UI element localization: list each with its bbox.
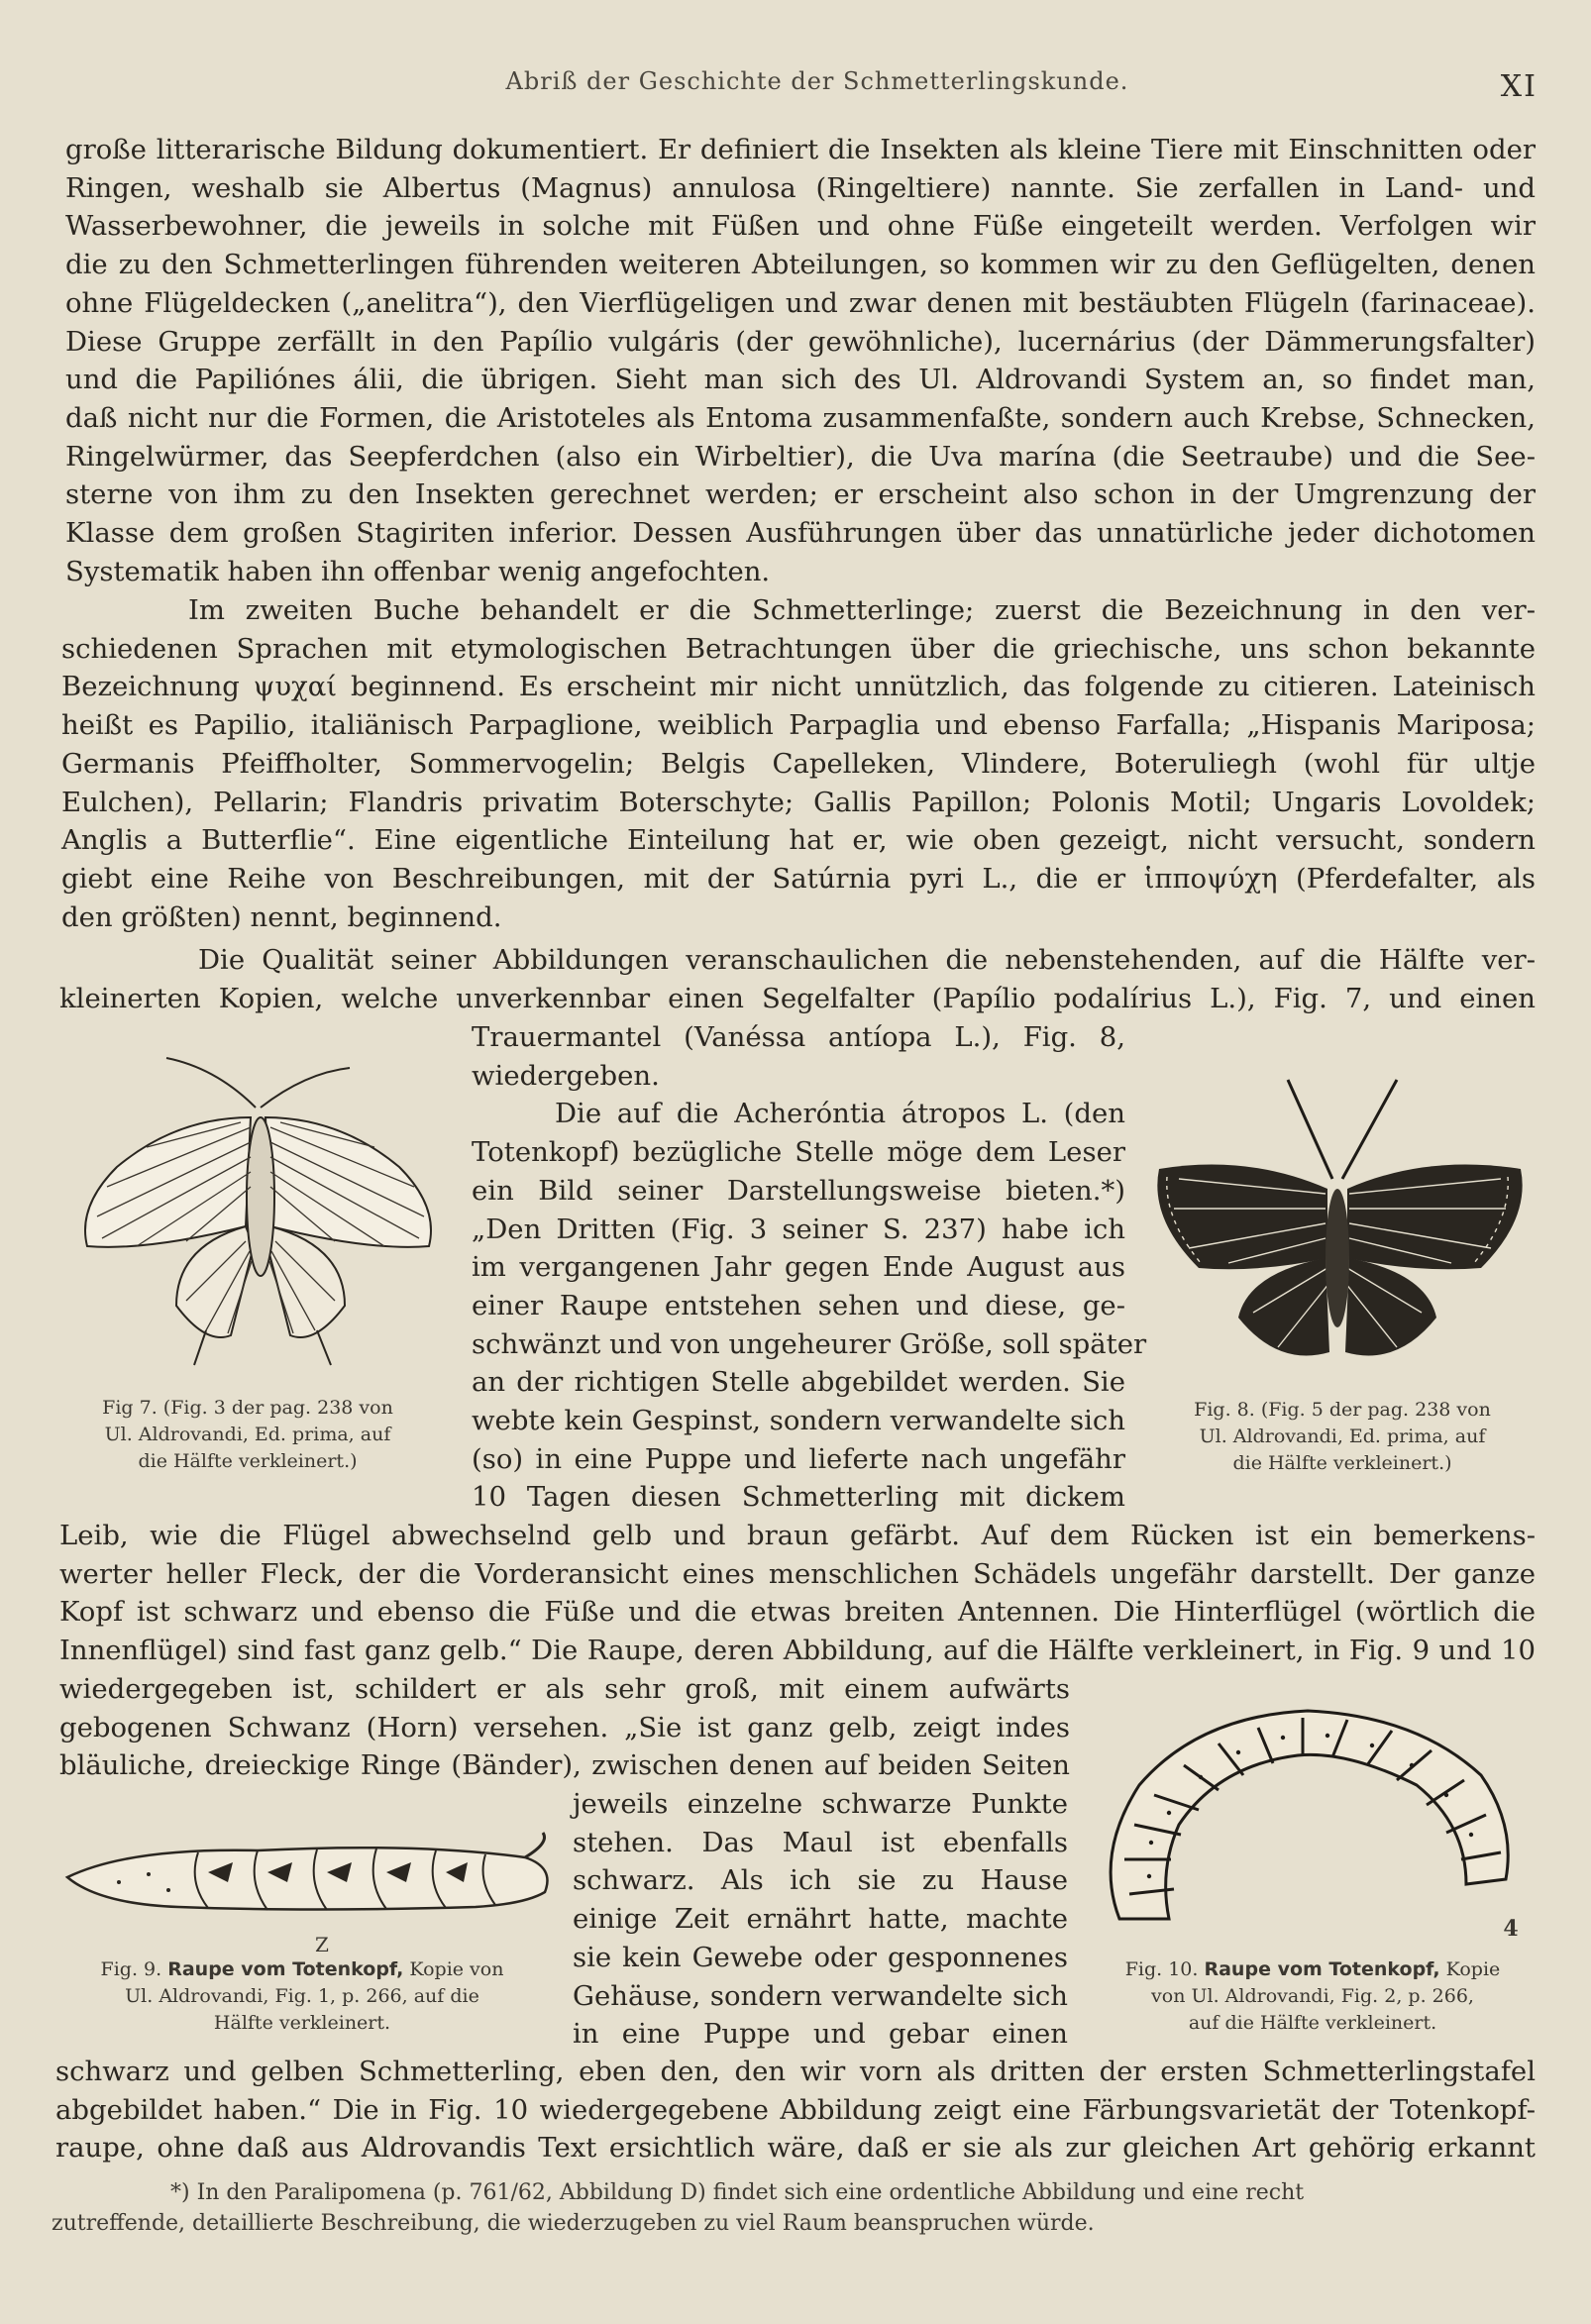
text-line: ein Bild seiner Darstellungsweise bieten.*)	[472, 1174, 1125, 1207]
paragraph-names	[61, 591, 1536, 936]
text-line: Anglis a Butterflie“. Eine eigentliche Einteilung hat er, wie oben gezeigt, nicht versucht, sondern	[61, 824, 1536, 857]
text-line: Leib, wie die Flügel abwechselnd gelb und braun gefärbt. Auf dem Rücken ist ein bemerkens-	[59, 1520, 1536, 1551]
text-line: raupe, ohne daß aus Aldrovandis Text ersichtlich wäre, daß er sie als zur gleichen Art gehörig erkannt	[55, 2132, 1536, 2165]
figure-10-caterpillar	[1090, 1696, 1526, 1944]
text-line: daß nicht nur die Formen, die Aristoteles als Entoma zusammenfaßte, sondern auch Krebse, Schnecken,	[65, 401, 1536, 434]
text-line: und die Papiliónes álii, die übrigen. Sieht man sich des Ul. Aldrovandi System an, so findet man,	[65, 364, 1536, 396]
figure-7-swallowtail	[57, 1048, 444, 1375]
text-line: große litterarische Bildung dokumentiert. Er definiert die Insekten als kleine Tiere mit Einschnitten oder	[65, 134, 1536, 165]
text-line: schwarz und gelben Schmetterling, eben den, den wir vorn als dritten der ersten Schmetterlingstafel	[55, 2056, 1536, 2087]
caption-line: auf die Hälfte verkleinert.	[1188, 2012, 1437, 2034]
figure-9-caption-rest: Kopie von	[409, 1958, 504, 1980]
text-line: ohne Flügeldecken („anelitra“), den Vierflügeligen und zwar denen mit bestäubten Flügeln (farinaceae).	[65, 286, 1536, 319]
mourning-cloak-butterfly-illustration	[1139, 1060, 1536, 1377]
caterpillar-illustration	[59, 1813, 555, 1942]
text-line: abgebildet haben.“ Die in Fig. 10 wiedergegebene Abbildung zeigt eine Färbungsvarietät der Totenkopf-	[55, 2093, 1536, 2126]
text-line: 10 Tagen diesen Schmetterling mit dickem	[472, 1481, 1125, 1514]
paragraph-continuation	[59, 1517, 1536, 1670]
footnote-line: *) In den Paralipomena (p. 761/62, Abbildung D) findet sich eine ordentliche Abbildung und eine recht	[170, 2180, 1305, 2205]
text-line: Eulchen), Pellarin; Flandris privatim Boterschyte; Gallis Papillon; Polonis Motil; Ungaris Lovoldek;	[61, 786, 1536, 818]
caption-line: Hälfte verkleinert.	[213, 2012, 391, 2034]
text-line: kleinerten Kopien, welche unverkennbar einen Segelfalter (Papílio podalírius L.), Fig. 7, und einen	[59, 982, 1536, 1014]
caption-line	[1085, 1956, 1540, 1983]
figure-9-caption	[50, 1956, 555, 2037]
text-line: Die auf die Acheróntia átropos L. (den	[555, 1098, 1125, 1130]
caption-line: Ul. Aldrovandi, Ed. prima, auf	[104, 1424, 391, 1445]
figure-10-label: Fig. 10.	[1124, 1958, 1199, 1980]
text-line: gebogenen Schwanz (Horn) versehen. „Sie ist ganz gelb, zeigt indes	[59, 1711, 1070, 1743]
text-line: den größten) nennt, beginnend.	[61, 900, 502, 933]
caption-line: von Ul. Aldrovandi, Fig. 2, p. 266,	[1151, 1985, 1474, 2007]
paragraph-column	[472, 1018, 1147, 1517]
caption-line: die Hälfte verkleinert.)	[1232, 1452, 1452, 1474]
paragraph-caterpillar-left	[59, 1670, 1070, 1785]
text-line: jeweils einzelne schwarze Punkte	[573, 1788, 1068, 1820]
text-line: stehen. Das Maul ist ebenfalls	[573, 1826, 1068, 1858]
caption-line: Fig. 8. (Fig. 5 der pag. 238 von	[1194, 1399, 1491, 1421]
paragraph-illustrations	[59, 941, 1536, 1017]
text-line: im vergangenen Jahr gegen Ende August aus	[472, 1251, 1125, 1284]
text-line: sie kein Gewebe oder gesponnenes	[573, 1941, 1068, 1973]
text-line: an der richtigen Stelle abgebildet werden. Sie	[472, 1366, 1125, 1399]
figure-10-caption	[1085, 1956, 1540, 2037]
figure-10-mark: 4	[1503, 1916, 1519, 1942]
text-line: bläuliche, dreieckige Ringe (Bänder), zwischen denen auf beiden Seiten	[59, 1749, 1070, 1782]
figure-8-caption	[1139, 1397, 1545, 1477]
text-line: sterne von ihm zu den Insekten gerechnet werden; er erscheint also schon in der Umgrenzung der	[65, 478, 1536, 511]
text-line: schiedenen Sprachen mit etymologischen Betrachtungen über die griechische, uns schon bekannte	[61, 632, 1536, 665]
text-line: Trauermantel (Vanéssa antíopa L.), Fig. 8,	[472, 1021, 1125, 1053]
text-line: einer Raupe entstehen sehen und diese, ge-	[472, 1289, 1125, 1321]
text-line: Die Qualität seiner Abbildungen veranschaulichen die nebenstehenden, auf die Hälfte ver-	[198, 944, 1536, 976]
text-line: Wasserbewohner, die jeweils in solche mit Füßen und ohne Füße eingeteilt werden. Verfolgen wir	[65, 210, 1536, 243]
caption-line: Ul. Aldrovandi, Ed. prima, auf	[1199, 1426, 1486, 1447]
paragraph-caterpillar-column	[573, 1785, 1068, 2054]
text-line: Germanis Pfeiffholter, Sommervogelin; Belgis Capelleken, Vlindere, Boteruliegh (wohl für ultje	[61, 747, 1536, 780]
figure-9-title: Raupe vom Totenkopf,	[167, 1958, 404, 1980]
figure-9-mark: Z	[315, 1933, 329, 1956]
text-line: Bezeichnung ψυχαί beginnend. Es erscheint mir nicht unnützlich, das folgende zu citieren. Lateinisch	[61, 671, 1536, 703]
figure-7-caption	[50, 1395, 446, 1475]
caption-line	[50, 1956, 555, 1983]
text-line: Klasse dem großen Stagiriten inferior. Dessen Ausführungen über das unnatürliche jeder dichotomen	[65, 517, 1536, 550]
caption-line: die Hälfte verkleinert.)	[138, 1450, 358, 1472]
figure-8-mourning-cloak	[1139, 1060, 1536, 1377]
running-head: Abriß der Geschichte der Schmetterlingskunde.	[505, 67, 1129, 95]
text-line: in eine Puppe und gebar einen	[573, 2018, 1068, 2051]
text-line: werter heller Fleck, der die Vorderansicht eines menschlichen Schädels ungefähr darstellt. Der ganze	[59, 1557, 1536, 1590]
footnote-line: zutreffende, detaillierte Beschreibung, die wiederzugeben zu viel Raum beanspruchen würde.	[52, 2211, 1095, 2236]
text-line: Diese Gruppe zerfällt in den Papílio vulgáris (der gewöhnliche), lucernárius (der Dämmerungsfalter)	[65, 325, 1536, 358]
swallowtail-butterfly-illustration	[57, 1048, 444, 1375]
text-line: Ringen, weshalb sie Albertus (Magnus) annulosa (Ringeltiere) nannte. Sie zerfallen in Land- und	[65, 171, 1536, 204]
text-line: Totenkopf) bezügliche Stelle möge dem Leser	[472, 1136, 1125, 1169]
page-number: XI	[1500, 69, 1538, 104]
text-line: schwänzt und von ungeheurer Größe, soll später	[472, 1327, 1147, 1360]
text-line: die zu den Schmetterlingen führenden weiteren Abteilungen, so kommen wir zu den Geflügelten, denen	[65, 249, 1536, 281]
text-line: Systematik haben ihn offenbar wenig angefochten.	[65, 555, 771, 587]
text-line: einige Zeit ernährt hatte, machte	[573, 1903, 1068, 1936]
paragraph-classification	[65, 131, 1536, 590]
text-line: Ringelwürmer, das Seepferdchen (also ein Wirbeltier), die Uva marína (die Seetraube) und die See-	[65, 440, 1536, 473]
text-line: wiedergegeben ist, schildert er als sehr groß, mit einem aufwärts	[59, 1673, 1070, 1705]
text-line: Kopf ist schwarz und ebenso die Füße und die etwas breiten Antennen. Die Hinterflügel (wörtlich die	[59, 1596, 1536, 1629]
text-line: Gehäuse, sondern verwandelte sich	[573, 1979, 1068, 2012]
curved-caterpillar-illustration	[1090, 1696, 1526, 1944]
figure-9-label: Fig. 9.	[100, 1958, 162, 1980]
text-line: (so) in eine Puppe und lieferte nach ungefähr	[472, 1442, 1125, 1475]
text-line: giebt eine Reihe von Beschreibungen, mit der Satúrnia pyri L., die er ἱπποψύχη (Pferdefalter, als	[61, 862, 1536, 895]
text-line: „Den Dritten (Fig. 3 seiner S. 237) habe ich	[472, 1213, 1125, 1245]
text-line: heißt es Papilio, italiänisch Parpaglione, weiblich Parpaglia und ebenso Farfalla; „Hispanis Mariposa;	[61, 709, 1536, 742]
caption-line: Ul. Aldrovandi, Fig. 1, p. 266, auf die	[125, 1985, 479, 2007]
figure-10-caption-rest: Kopie	[1445, 1958, 1501, 1980]
caption-line: Fig 7. (Fig. 3 der pag. 238 von	[102, 1397, 393, 1419]
text-line: schwarz. Als ich sie zu Hause	[573, 1864, 1068, 1897]
text-line: Im zweiten Buche behandelt er die Schmetterlinge; zuerst die Bezeichnung in den ver-	[188, 594, 1536, 626]
text-line: wiedergeben.	[472, 1059, 660, 1092]
figure-9-caterpillar	[59, 1813, 555, 1942]
text-line: Innenflügel) sind fast ganz gelb.“ Die Raupe, deren Abbildung, auf die Hälfte verkleinert, in Fig. 9 und 10	[59, 1635, 1536, 1667]
paragraph-ending	[55, 2053, 1536, 2167]
figure-10-title: Raupe vom Totenkopf,	[1204, 1958, 1440, 1980]
text-line: webte kein Gespinst, sondern verwandelte sich	[472, 1405, 1125, 1437]
footnote	[52, 2177, 1528, 2239]
